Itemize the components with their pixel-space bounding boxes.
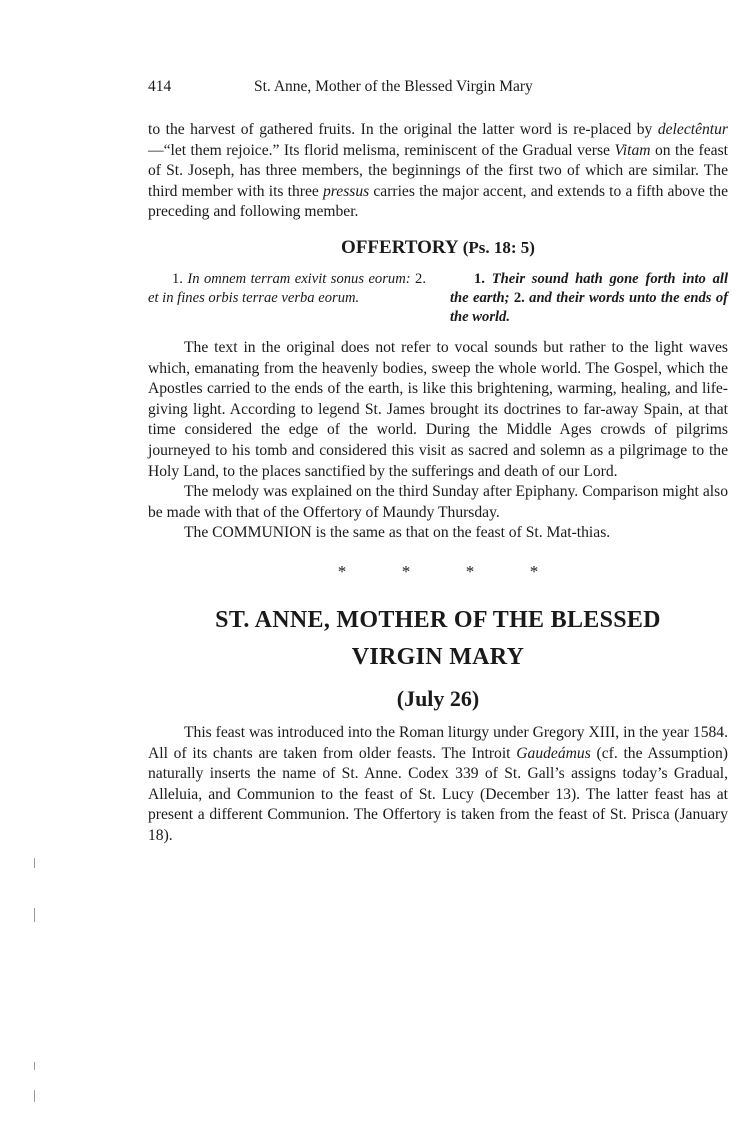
latin-verse-2: et in fines orbis terrae verba eorum. [148,289,360,306]
section-text-1: This feast was introduced into the Roman liturgy under Gregory XIII, in the year 1584. All of its chants are taken from older feasts. The Introit [148,723,728,762]
offertory-psalm: (Ps. 18: 5) [462,237,535,257]
intro-text-4: carries the major accent, and extends to a fifth above the preceding and following member. [148,182,729,221]
offertory-title: OFFERTORY [341,236,458,258]
page [148,72,728,846]
section-title [148,602,728,676]
section-text-2: (cf. the Assumption) naturally inserts the name of St. Anne. Codex 339 of St. Gall’s assigns today’s Gradual, Alleluia, and Communion to the feast of St. Lucy (December 13). The latter feast has at present a different Communion. The Offertory is taken from the feast of St. Prisca (January 18). [148,744,728,844]
section-word-gaudeamus: Gaudeámus [516,744,591,762]
section-title-line-1: ST. ANNE, MOTHER OF THE BLESSED [215,606,661,633]
margin-mark [34,1062,35,1070]
paragraph-communion: The COMMUNION is the same as that on the feast of St. Mat-thias. [184,524,611,542]
separator-star: * [337,561,347,581]
english-verse-number-2: 2. [513,289,525,306]
page-number: 414 [148,78,172,95]
intro-text-1: to the harvest of gathered fruits. In the original the latter word is re-placed by [148,121,658,138]
latin-verse-1: In omnem terram exivit sonus eorum: [182,270,416,287]
intro-word-vitam: Vitam [614,141,651,159]
section-title-line-2: VIRGIN MARY [351,643,525,670]
english-verse-2: and their words unto the ends of the world. [450,289,728,325]
offertory-text-columns [148,270,728,327]
section-paragraph [148,723,728,847]
latin-verse-number-2: 2. [415,270,426,287]
margin-mark [34,858,35,868]
running-header [148,72,728,96]
paragraph-light-waves: The text in the original does not refer to vocal sounds but rather to the light waves which, emanating from the heavenly bodies, sweep the whole world. The Gospel, which the Apostles carried to the ends of the earth, is like this brightening, warming, healing, and life-giving light. According to legend St. James brought its doctrines to far-away Spain, at that time considered the edge of the world. During the Middle Ages crowds of pilgrims journeyed to his tomb and considered this visit as sacred and solemn as a pilgrimage to the Holy Land, to the places sanctified by the sufferings and death of our Lord. [148,338,728,480]
paragraph-melody: The melody was explained on the third Sunday after Epiphany. Comparison might also be made with that of the Offertory of Maundy Thursday. [148,483,728,521]
intro-text-3: on the feast of St. Joseph, has three members, the beginnings of the first two of which are similar. The third member with its three [148,141,728,200]
separator-star: * [529,561,539,581]
margin-mark [34,1090,35,1102]
separator-star: * [401,561,411,581]
intro-word-pressus: pressus [322,182,370,200]
offertory-heading [148,237,728,261]
intro-paragraph [148,120,728,223]
offertory-english [450,270,728,327]
latin-verse-number-1: 1. [172,270,183,287]
english-verse-number-1: 1. [474,270,485,287]
intro-word-delectentur: delectêntur [657,121,728,138]
english-verse-1: Their sound hath gone forth into all the earth; [450,270,728,306]
intro-text-2: —“let them rejoice.” Its florid melisma, reminiscent of the Gradual verse [148,141,615,159]
margin-mark [34,908,35,922]
offertory-latin [148,270,426,327]
section-date: (July 26) [396,685,480,711]
separator-star: * [465,561,475,581]
section-separator [148,562,728,582]
running-title: St. Anne, Mother of the Blessed Virgin Mary [254,78,533,95]
